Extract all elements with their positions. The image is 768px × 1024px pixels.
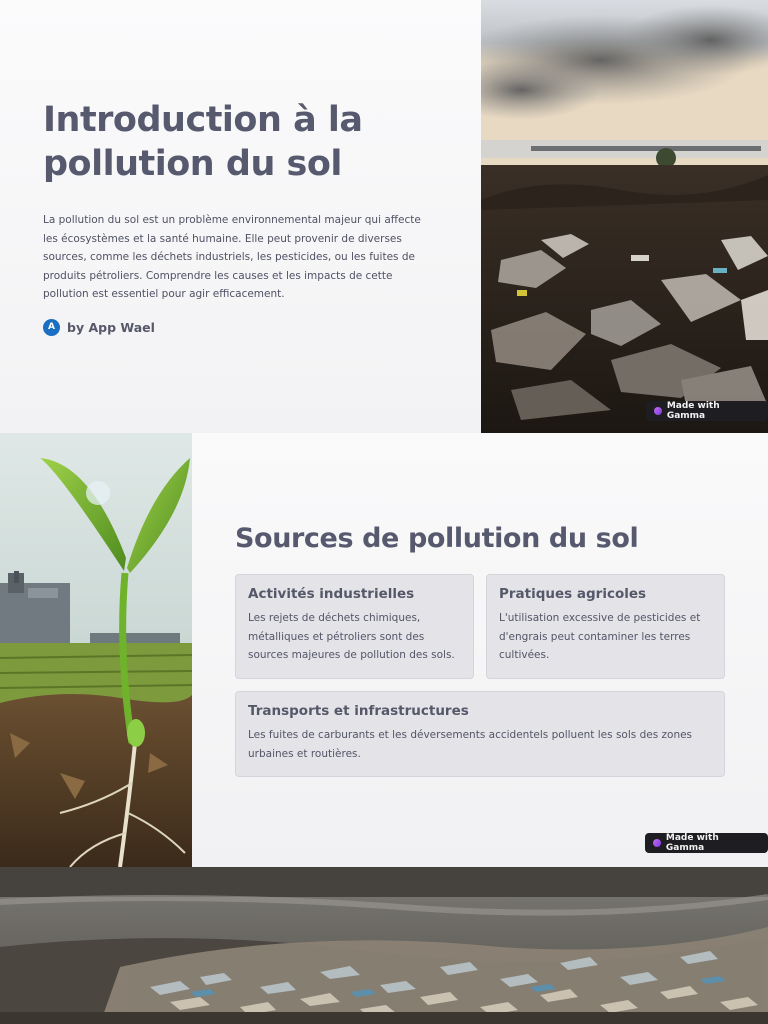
badge-label: Made with Gamma — [666, 401, 720, 421]
card-body: Les rejets de déchets chimiques, métalliques et pétroliers sont des sources majeures de pollution des sols. — [248, 612, 455, 662]
gamma-logo-icon — [654, 407, 662, 415]
slide-sources — [0, 433, 768, 867]
card-industrial-activities — [235, 574, 474, 679]
card-title: Activités industrielles — [248, 586, 415, 602]
card-title: Transports et infrastructures — [248, 703, 469, 719]
slide-content — [0, 0, 481, 433]
seedling-illustration — [0, 433, 192, 867]
slide-title: Sources de pollution du sol — [235, 523, 639, 554]
gamma-logo-icon — [653, 839, 661, 847]
card-body: Les fuites de carburants et les déversements accidentels polluent les sols des zones urbaines et routières. — [248, 729, 693, 760]
card-transport-infrastructure — [235, 691, 725, 777]
slide-title: Introduction à la pollution du sol — [43, 100, 363, 184]
card-title: Pratiques agricoles — [499, 586, 647, 602]
made-with-gamma-badge[interactable] — [645, 833, 768, 853]
landfill-photo — [481, 0, 768, 433]
badge-label: Made with Gamma — [665, 833, 719, 853]
author-name: by App Wael — [67, 319, 155, 335]
card-body: L'utilisation excessive de pesticides et d'engrais peut contaminer les terres cultivées. — [499, 612, 701, 662]
made-with-gamma-badge[interactable] — [646, 401, 768, 421]
slide-paragraph: La pollution du sol est un problème environnemental majeur qui affecte les écosystèmes et la santé humaine. Elle peut provenir de diverses sources, comme les déchets industriels, les pesticides, ou les fuites de produits pétroliers. Comprendre les causes et les impacts de cette pollution est essentiel pour agir efficacement. — [43, 214, 421, 301]
polluted-water-photo — [0, 867, 768, 1024]
slide-introduction — [0, 0, 768, 433]
card-agricultural-practices — [486, 574, 725, 679]
avatar: A — [43, 319, 60, 336]
author-line[interactable] — [43, 317, 155, 337]
